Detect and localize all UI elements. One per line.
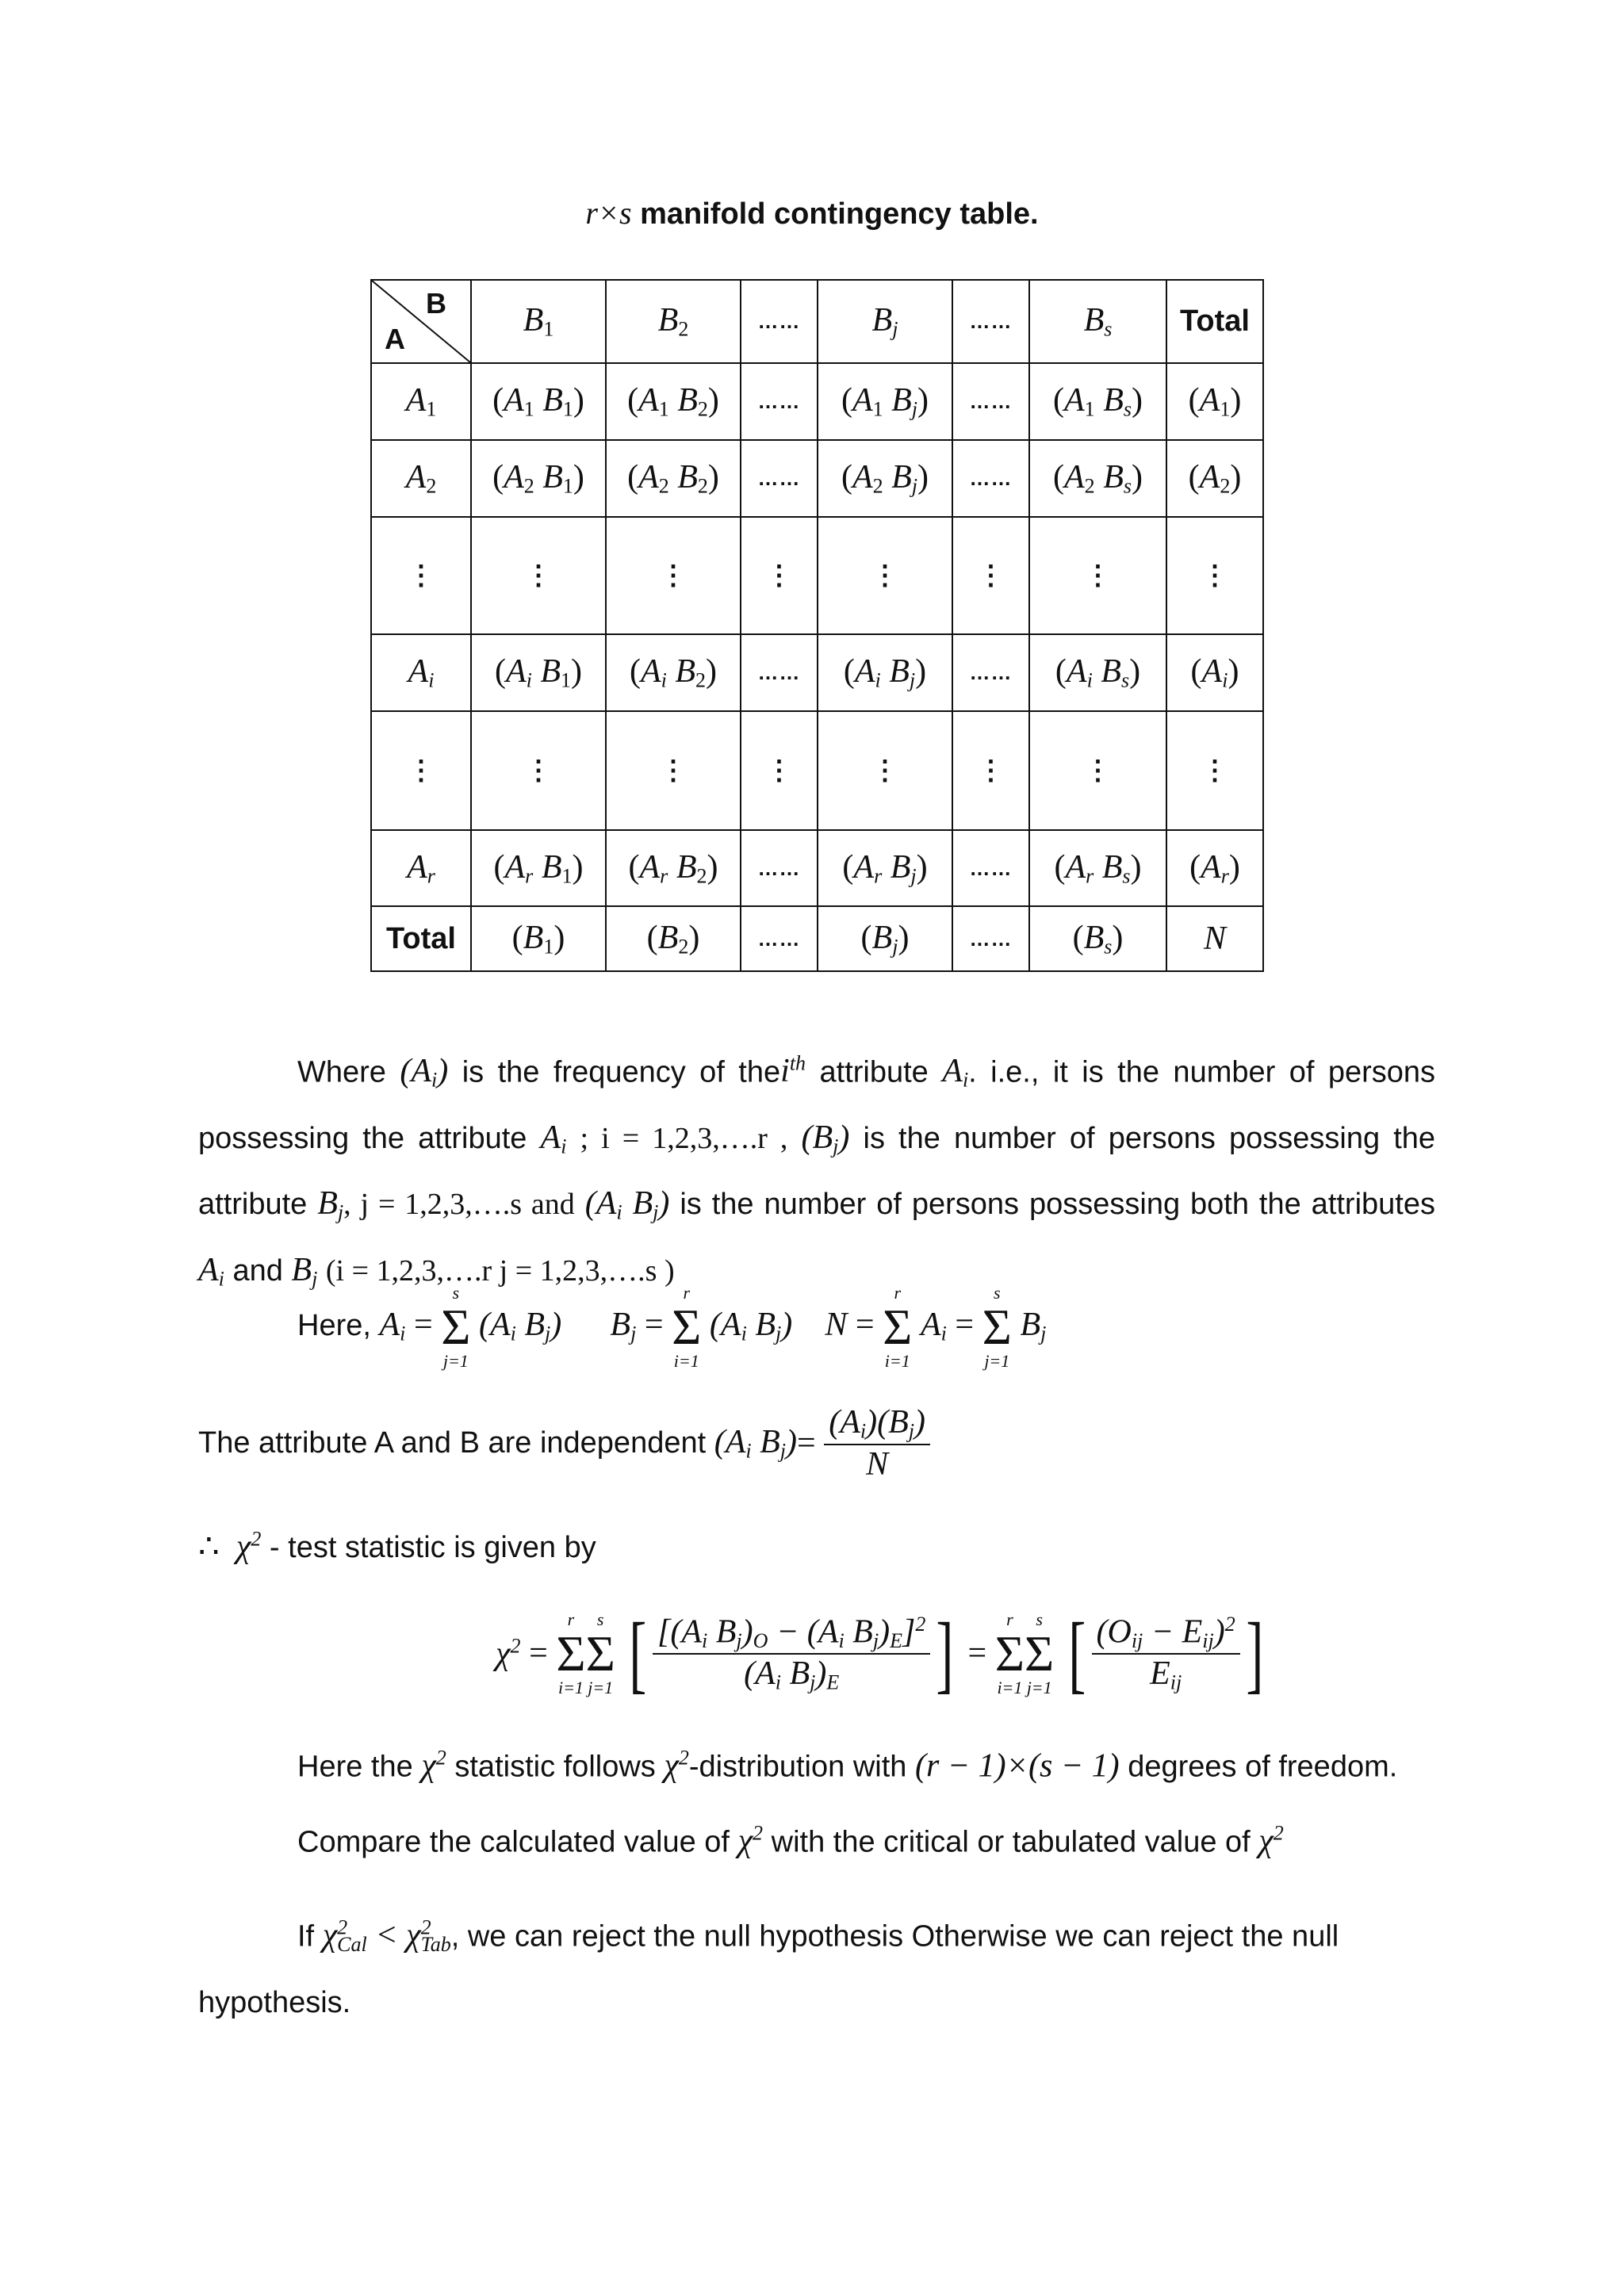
cell-dots: …… [741,830,818,906]
grand-total: N [1166,906,1263,971]
vertical-dots: ⋮ [818,517,952,634]
cell: ($A_i$ $B_2$) [606,634,741,711]
sum-definitions: Here, $A_i$ = s Σ j=1 ($A_i$ $B_j$) $B_j$ = r Σ i=1 ($A_i$ $B_j$) N = r Σ i=1 $A_i$ = s Σ j=1 $B_j$ [297,1283,1047,1371]
cell: ($A_i$ $B_j$) [818,634,952,711]
chi-square-formula: $\chi^2$ = r Σ i=1 s Σ j=1 [ $\frac{[(A_i B_j)_O - (A_i B_j)_E]^2}{(A_i B_j)_E}$ ] = r Σ i=1 s Σ j=1 [ $\frac{(O_{ij} - E_{ij})^2}{E_{ij}}$ ] [496,1605,1264,1701]
row-label-a2: $A_2$ [371,440,471,517]
cell: ($A_r$ $B_2$) [606,830,741,906]
vertical-dots: ⋮ [471,517,606,634]
col-total: $(B_2)$ [606,906,741,971]
table-total-row [371,906,1263,971]
title-text: manifold contingency table. [640,197,1039,231]
vertical-dots: ⋮ [818,711,952,830]
sigma-symbol: s Σ j=1 [982,1283,1012,1371]
vertical-dots: ⋮ [741,711,818,830]
definition-paragraph: Where $(A_i)$ is the frequency of thei$^{th}$ attribute $A_i$. i.e., it is the number of persons possessing the attribute $A_i$ ; i = 1,2,3,….r , $(B_j)$ is the number of persons possessing the attribute $B_j$, j = 1,2,3,….s and ($A_i$ $B_j$) is the number of persons possessing both the attributes $A_i$ and $B_j$ (i = 1,2,3,….r j = 1,2,3,….s ) [198,1052,1436,1291]
table-row-ellipsis [371,517,1263,634]
cell-dots: …… [741,363,818,440]
header-bj: $B_j$ [818,280,952,363]
sigma-symbol: r Σ i=1 [556,1609,586,1697]
cell-dots: …… [952,906,1029,971]
row-total: $(A_i)$ [1166,634,1263,711]
corner-label-b: B [426,287,446,320]
therefore-line: ∴ $\chi^2$ - test statistic is given by [198,1527,596,1565]
table-title [0,194,1624,232]
sigma-symbol: s Σ j=1 [441,1283,471,1371]
cell: ($A_r$ $B_1$) [471,830,606,906]
table-header-row [371,280,1263,363]
row-label-a1: $A_1$ [371,363,471,440]
corner-cell [371,280,471,363]
cell: ($A_1$ $B_2$) [606,363,741,440]
vertical-dots: ⋮ [471,711,606,830]
cell: ($A_2$ $B_s$) [1029,440,1166,517]
vertical-dots: ⋮ [1029,517,1166,634]
vertical-dots: ⋮ [952,517,1029,634]
vertical-dots: ⋮ [371,517,471,634]
corner-label-a: A [385,323,405,355]
vertical-dots: ⋮ [1166,517,1263,634]
cell: ($A_2$ $B_2$) [606,440,741,517]
header-total: Total [1166,280,1263,363]
vertical-dots: ⋮ [606,711,741,830]
row-total: $(A_2)$ [1166,440,1263,517]
row-total: $(A_1)$ [1166,363,1263,440]
cell: ($A_1$ $B_j$) [818,363,952,440]
sigma-symbol: s Σ j=1 [585,1609,615,1697]
vertical-dots: ⋮ [371,711,471,830]
chi-square-fraction-1: $\frac{[(A_i B_j)_O - (A_i B_j)_E]^2}{(A_i B_j)_E}$ [653,1613,930,1694]
table-row [371,634,1263,711]
vertical-dots: ⋮ [1166,711,1263,830]
cell: ($A_r$ $B_j$) [818,830,952,906]
vertical-dots: ⋮ [952,711,1029,830]
col-total: $(B_s)$ [1029,906,1166,971]
cell: ($A_i$ $B_s$) [1029,634,1166,711]
cell: ($A_i$ $B_1$) [471,634,606,711]
contingency-table [370,279,1264,972]
cell-dots: …… [741,440,818,517]
header-dots: …… [952,280,1029,363]
conclusion-line-end: hypothesis. [198,1986,351,2019]
vertical-dots: ⋮ [1029,711,1166,830]
sigma-symbol: r Σ i=1 [672,1283,702,1371]
expected-frequency-fraction: $\frac{(A_i)(B_j)}{N}$ [824,1403,930,1483]
header-b1: $B_1$ [471,280,606,363]
cell-dots: …… [952,440,1029,517]
col-total: $(B_j)$ [818,906,952,971]
distribution-line: Here the $\chi^2$ statistic follows $\chi^2$-distribution with (r − 1)×(s − 1) degrees of freedom. [297,1747,1398,1785]
vertical-dots: ⋮ [741,517,818,634]
row-label-ai: $A_i$ [371,634,471,711]
cell: ($A_2$ $B_1$) [471,440,606,517]
header-bs: $B_s$ [1029,280,1166,363]
sigma-symbol: s Σ j=1 [1025,1609,1055,1697]
chi-square-fraction-2: $\frac{(O_{ij} - E_{ij})^2}{E_{ij}}$ [1092,1613,1240,1694]
cell-dots: …… [741,634,818,711]
sigma-symbol: r Σ i=1 [994,1609,1025,1697]
header-dots: …… [741,280,818,363]
col-total: $(B_1)$ [471,906,606,971]
total-row-label: Total [371,906,471,971]
cell: ($A_1$ $B_1$) [471,363,606,440]
table-row [371,440,1263,517]
cell-dots: …… [952,363,1029,440]
conclusion-line: If $\chi^2_{Cal} < \chi^2_{Tab}$, we can reject the null hypothesis Otherwise we can reject the null [297,1916,1339,1956]
row-total: $(A_r)$ [1166,830,1263,906]
cell-dots: …… [952,634,1029,711]
title-math: r×s [585,195,632,231]
row-label-ar: $A_r$ [371,830,471,906]
cell: ($A_r$ $B_s$) [1029,830,1166,906]
header-b2: $B_2$ [606,280,741,363]
cell: ($A_2$ $B_j$) [818,440,952,517]
table-row-ellipsis [371,711,1263,830]
table-row [371,363,1263,440]
sigma-symbol: r Σ i=1 [883,1283,913,1371]
cell: ($A_1$ $B_s$) [1029,363,1166,440]
table-row [371,830,1263,906]
compare-line: Compare the calculated value of $\chi^2$ with the critical or tabulated value of $\chi^2$ [297,1822,1284,1860]
independence-line: The attribute A and B are independent ($A_i$ $B_j)=$ $\frac{(A_i)(B_j)}{N}$ [198,1403,930,1483]
cell-dots: …… [741,906,818,971]
cell-dots: …… [952,830,1029,906]
vertical-dots: ⋮ [606,517,741,634]
